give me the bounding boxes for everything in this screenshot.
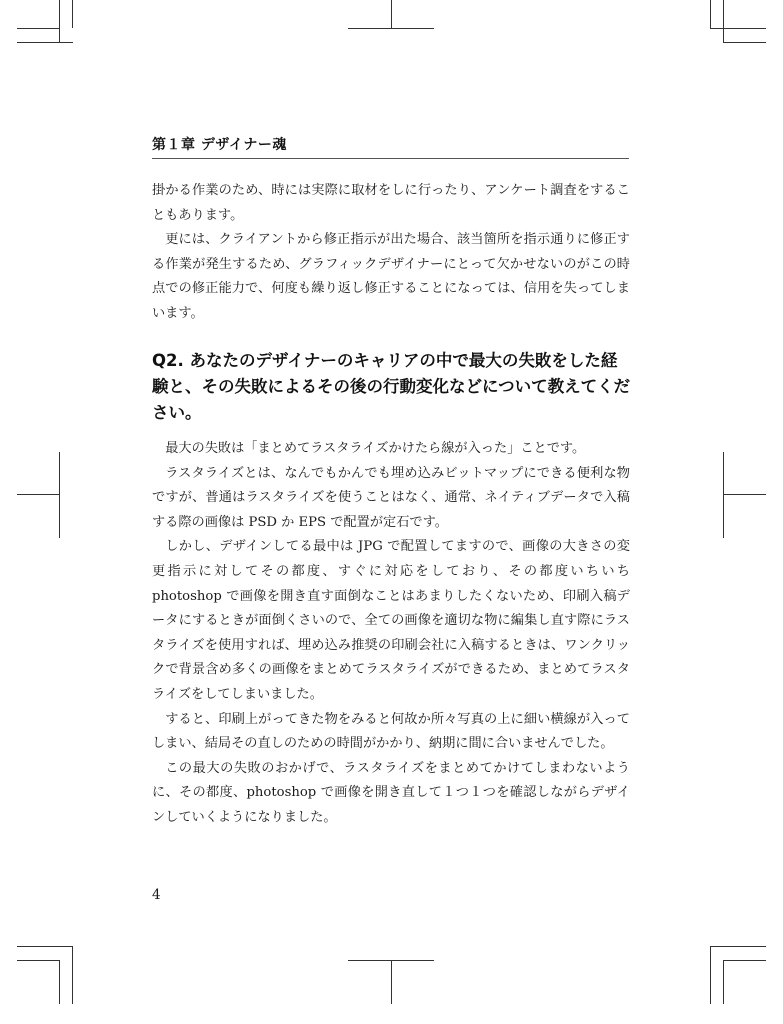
running-header <box>152 136 629 159</box>
intro-section <box>152 179 630 327</box>
paragraph: ラスタライズとは、なんでもかんでも埋め込みビットマップにできる便利な物ですが、普通はラスタライズを使うことはなく、通常、ネイティブデータで入稿する際の画像は PSD か EPS で配置が定石です。 <box>152 465 630 530</box>
paragraph: しかし、デザインしてる最中は JPG で配置してますので、画像の大きさの変更指示に対してその都度、すぐに対応をしており、その都度いちいち photoshop で画像を開き直す面倒なことはあまりしたくないため、印刷入稿データにするときが面倒くさいので、全ての画像を適切な物に編集し直す際にラスタライズを使用すれば、埋め込み推奨の印刷会社に入稿するときは、ワンクリックで背景含め多くの画像をまとめてラスタライズができるため、まとめてラスタライズをしてしまいました。 <box>152 539 630 702</box>
page-number: 4 <box>152 887 161 903</box>
paragraph: 更には、クライアントから修正指示が出た場合、該当箇所を指示通りに修正する作業が発生するため、グラフィックデザイナーにとって欠かせないのがこの時点での修正能力で、何度も繰り返し修正することになっては、信用を失ってしまいます。 <box>152 232 630 321</box>
question-heading: Q2. あなたのデザイナーのキャリアの中で最大の失敗をした経験と、その失敗によるその後の行動変化などについて教えてください。 <box>152 351 631 422</box>
chapter-title: 第１章 デザイナー魂 <box>152 137 287 153</box>
paragraph: すると、印刷上がってきた物をみると何故か所々写真の上に細い横線が入ってしまい、結局その直しのための時間がかかり、納期に間に合いませんでした。 <box>152 711 630 752</box>
answer-section <box>152 437 630 831</box>
paragraph: 掛かる作業のため、時には実際に取材をしに行ったり、アンケート調査をすることもあります。 <box>152 183 630 223</box>
paragraph: 最大の失敗は「まとめてラスタライズかけたら線が入った」ことです。 <box>165 441 586 456</box>
paragraph: この最大の失敗のおかげで、ラスタライズをまとめてかけてしまわないように、その都度、photoshop で画像を開き直して１つ１つを確認しながらデザインしていくようになりました。 <box>152 760 630 825</box>
